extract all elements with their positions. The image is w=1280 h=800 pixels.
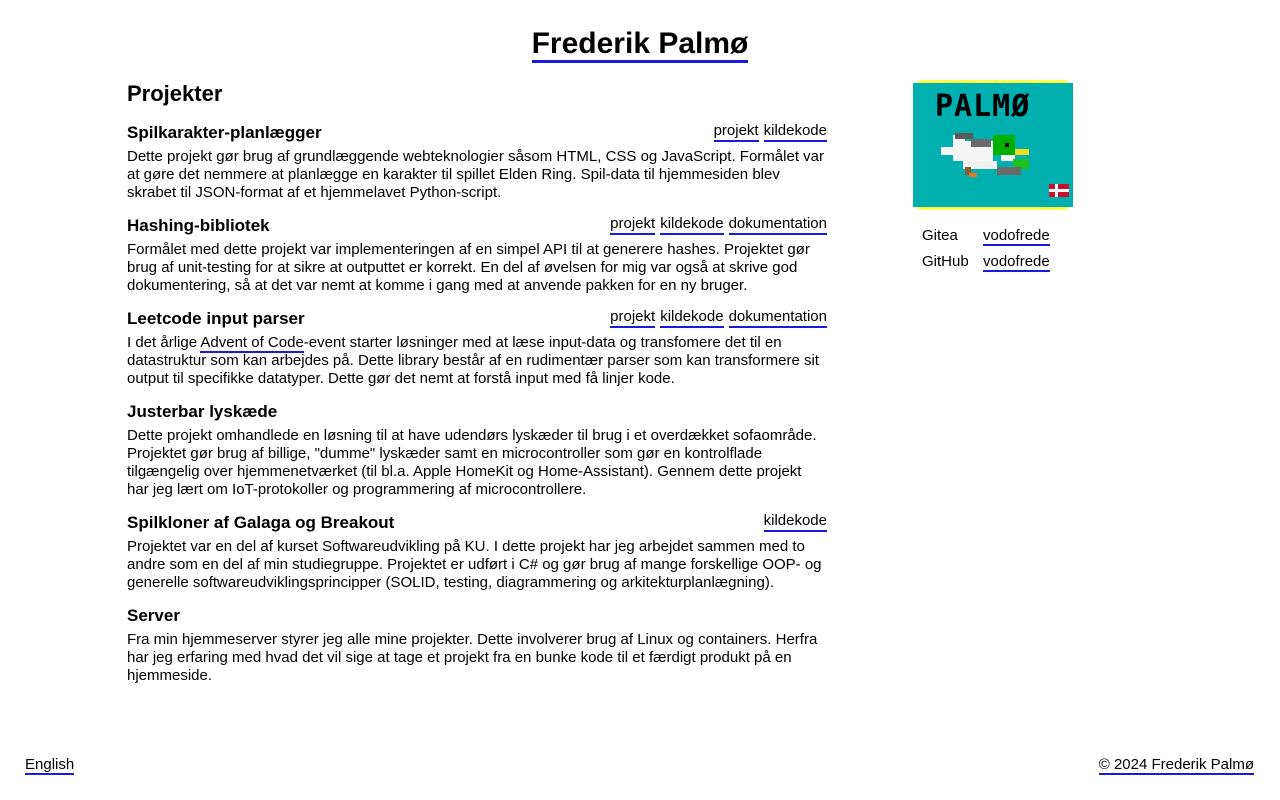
- project-description: [127, 334, 827, 388]
- page-title: Projekter: [127, 81, 223, 106]
- description-text: -event starter løsninger med at læse input-data og transfomere det til en datastruktur som kan arbejdes på. Dette library består af en rudimentær parser som kan transformere sit output til specifikke datatyper. Dette gør det nemt at forstå input med få linjer kode.: [127, 334, 819, 387]
- project-title: Hashing-bibliotek: [127, 216, 270, 235]
- project-item: [127, 308, 827, 388]
- project-title: Leetcode input parser: [127, 309, 305, 328]
- project-title: Spilkloner af Galaga og Breakout: [127, 513, 395, 532]
- project-link[interactable]: projekt: [714, 122, 759, 142]
- project-description: Formålet med dette projekt var implementeringen af en simpel API til at generere hashes. Projektet gør brug af unit-testing for at sikre at outputtet er korrekt. En del af øvelsen for mig var også at skrive god dokumentering, så at det var nemt at komme i gang med at anvende pakken for en ny bruger.: [127, 241, 810, 294]
- source-code-link[interactable]: kildekode: [764, 512, 827, 532]
- project-item: [127, 215, 827, 295]
- project-description: Dette projekt omhandlede en løsning til at have udendørs lyskæder til brug i et overdækket sofaområde. Projektet gør brug af billige, "dumme" lyskæder samt en microcontroller som gør en kontrolflade tilgængelig over hjemmenetværket (til bl.a. Apple HomeKit og Home-Assistant). Gennem dette projekt har jeg lært om IoT-protokoller og programmering af microcontrollere.: [127, 427, 817, 498]
- site-header: [0, 27, 1280, 66]
- project-link[interactable]: projekt: [610, 215, 655, 235]
- language-switcher: [25, 756, 74, 774]
- project-item: [127, 605, 827, 685]
- project-title: Spilkarakter-planlægger: [127, 123, 322, 142]
- project-description: Projektet var en del af kurset Softwareudvikling på KU. I dette projekt har jeg arbejdet sammen med to andre som en del af min studiegruppe. Projektet er udført i C# og gør brug af mange forskellige OOP- og generelle softwareudviklingsprincipper (SOLID, testing, diagrammering og arkitekturplanlægning).: [127, 538, 822, 591]
- gitea-link[interactable]: vodofrede: [983, 227, 1050, 244]
- projects-section: [127, 80, 827, 698]
- social-links: [913, 227, 1073, 279]
- description-text: I det årlige: [127, 334, 201, 351]
- logo-text: PALMØ: [935, 89, 1031, 124]
- source-code-link[interactable]: kildekode: [660, 215, 723, 235]
- documentation-link[interactable]: dokumentation: [729, 308, 827, 328]
- language-link[interactable]: English: [25, 756, 75, 773]
- project-item: [127, 401, 827, 499]
- project-item: [127, 122, 827, 202]
- social-row-github: [913, 253, 1073, 279]
- project-title: Server: [127, 606, 180, 625]
- project-description: Fra min hjemmeserver styrer jeg alle mine projekter. Dette involverer brug af Linux og containers. Herfra har jeg erfaring med hvad det vil sige at tage et projekt fra en bunke kode til et færdigt produkt på en hjemmeside.: [127, 631, 818, 684]
- sidebar: [913, 80, 1073, 279]
- project-description: Dette projekt gør brug af grundlæggende webteknologier såsom HTML, CSS og JavaScript. Formålet var at gøre det nemmere at planlægge en karakter til spillet Elden Ring. Spil-data til hjemmesiden blev skrabet til JSON-format af et hjemmelavet Python-script.: [127, 148, 824, 201]
- project-item: [127, 512, 827, 592]
- source-code-link[interactable]: kildekode: [764, 122, 827, 142]
- source-code-link[interactable]: kildekode: [660, 308, 723, 328]
- platform-label: Gitea: [922, 227, 958, 244]
- site-title-link[interactable]: Frederik Palmø: [532, 27, 749, 63]
- platform-label: GitHub: [922, 253, 969, 270]
- advent-of-code-link[interactable]: Advent of Code: [200, 334, 304, 351]
- copyright: [1099, 756, 1254, 774]
- danish-flag-icon: [1049, 184, 1069, 197]
- project-title: Justerbar lyskæde: [127, 402, 278, 421]
- documentation-link[interactable]: dokumentation: [729, 215, 827, 235]
- github-link[interactable]: vodofrede: [983, 253, 1050, 270]
- project-link[interactable]: projekt: [610, 308, 655, 328]
- logo: [913, 80, 1073, 210]
- social-row-gitea: [913, 227, 1073, 253]
- copyright-link[interactable]: © 2024 Frederik Palmø: [1098, 756, 1254, 773]
